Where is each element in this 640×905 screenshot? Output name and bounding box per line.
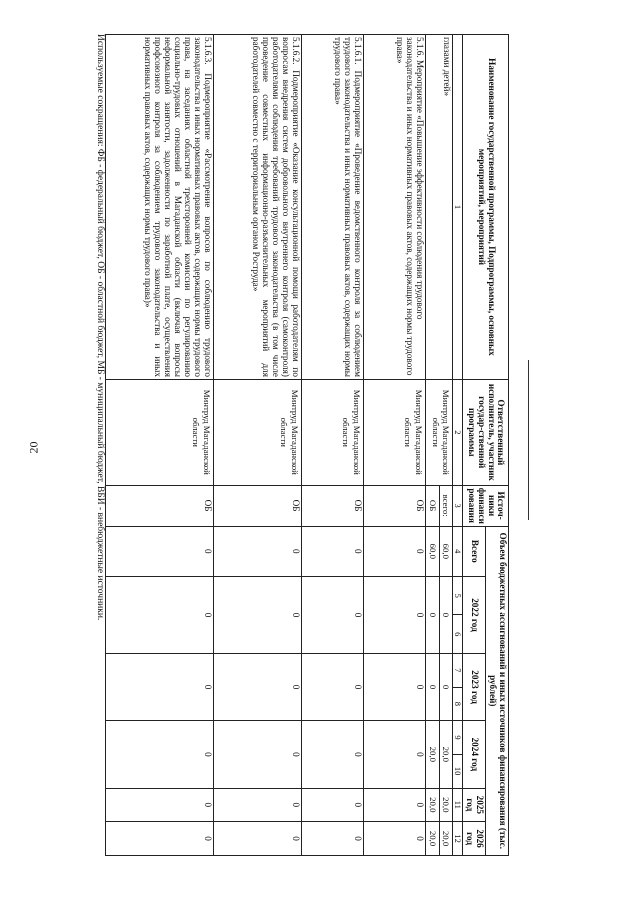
col-num: 7 [453, 653, 463, 687]
row-total: 0 [105, 526, 213, 576]
col-num: 2 [453, 379, 463, 485]
row-2023: 0 [213, 653, 301, 720]
row-executor: Минтруд Магаданской области [363, 379, 425, 485]
header-source: Источ-ники финанси рования [463, 485, 509, 526]
col-num: 6 [453, 615, 463, 653]
row-2025: 20,0 [425, 788, 439, 822]
row-2026: 20,0 [439, 822, 453, 856]
col-num: 4 [453, 526, 463, 576]
header-year-2026: 2026 год [463, 822, 486, 856]
row-source: ОБ [213, 485, 301, 526]
header-row-1 [486, 35, 509, 856]
row-2022: 0 [425, 577, 439, 654]
row-2026: 0 [105, 822, 213, 856]
row-total: 60,0 [439, 526, 453, 576]
row-source: ОБ [363, 485, 425, 526]
row-source: ОБ [301, 485, 363, 526]
header-executor: Ответственный исполнитель, участник государ-ственной программы [463, 379, 509, 485]
row-2026: 0 [363, 822, 425, 856]
header-year-2024: 2024 год [463, 721, 486, 788]
table-row [301, 35, 363, 856]
funding-table [105, 34, 509, 856]
header-year-2022: 2022 год [463, 577, 486, 654]
row-2025: 20,0 [439, 788, 453, 822]
col-num: 1 [453, 35, 463, 380]
row-2023: 0 [105, 653, 213, 720]
row-2023: 0 [363, 653, 425, 720]
row-2024: 20,0 [439, 721, 453, 788]
row-2022: 0 [439, 577, 453, 654]
row-source: ОБ [105, 485, 213, 526]
row-2023: 0 [301, 653, 363, 720]
row-name: 5.1.6.1. Подмероприятие «Проведение ведомственного контроля за соблюдением трудового законодательства и иных нормативных правовых актов, содержащих нормы трудового права» [301, 35, 363, 380]
row-name: глазами детей» [425, 35, 452, 380]
row-source: ОБ [425, 485, 439, 526]
row-2024: 0 [363, 721, 425, 788]
row-2025: 0 [213, 788, 301, 822]
row-2024: 20,0 [425, 721, 439, 788]
row-2023: 0 [425, 653, 439, 720]
header-funding: Объем бюджетных ассигнований и иных источников финансирования (тыс. рублей) [486, 526, 509, 855]
row-2022: 0 [105, 577, 213, 654]
row-2022: 0 [301, 577, 363, 654]
row-2026: 20,0 [425, 822, 439, 856]
table-row [363, 35, 425, 856]
table-row [105, 35, 213, 856]
column-numbers-row [453, 35, 463, 856]
page-number: 20 [26, 441, 41, 454]
row-2026: 0 [213, 822, 301, 856]
row-executor: Минтруд Магаданской области [425, 379, 452, 485]
rotated-page-content [73, 0, 573, 880]
row-2022: 0 [363, 577, 425, 654]
header-year-2025: 2025 год [463, 788, 486, 822]
row-executor: Минтруд Магаданской области [301, 379, 363, 485]
row-2024: 0 [105, 721, 213, 788]
col-num: 10 [453, 754, 463, 788]
col-num: 3 [453, 485, 463, 526]
header-name: Наименование государственной программы, Подпрограммы, основных мероприятий, мероприятий [463, 35, 509, 380]
row-total: 0 [363, 526, 425, 576]
row-2025: 0 [105, 788, 213, 822]
row-total: 0 [301, 526, 363, 576]
header-total: Всего [463, 526, 486, 576]
row-source: всего: [439, 485, 453, 526]
col-num: 5 [453, 577, 463, 615]
row-2023: 0 [439, 653, 453, 720]
abbreviations-note: Используемые сокращения: ФБ - федеральный бюджет, ОБ - областной бюджет, МБ - муниципальный бюджет, ВБИ - внебюджетные источники. [95, 34, 105, 621]
col-num: 8 [453, 687, 463, 721]
row-executor: Минтруд Магаданской области [213, 379, 301, 485]
row-2024: 0 [213, 721, 301, 788]
row-name: 5.1.6.3. Подмероприятие «Рассмотрение вопросов по соблюдению трудового законодательства и иных нормативных правовых актов, содержащих нормы трудового права, на заседаниях областной трехсторонней комиссии по регулированию социально-трудовых отношений в Магаданской области (включая вопросы неформальной занятости, задолженности по заработной плате, осуществления профсоюзного контроля за соблюдением трудового законодательства и иных нормативных правовых актов, содержащих нормы трудового права)» [105, 35, 213, 380]
table-row [439, 35, 453, 856]
row-2024: 0 [301, 721, 363, 788]
row-2025: 0 [301, 788, 363, 822]
col-num: 11 [453, 788, 463, 822]
row-2025: 0 [363, 788, 425, 822]
row-name: 5.1.6. Мероприятие «Повышение эффективности соблюдения трудового законодательства и иных нормативных правовых актов, содержащих нормы трудового права» [363, 35, 425, 380]
row-2026: 0 [301, 822, 363, 856]
table-row [213, 35, 301, 856]
header-year-2023: 2023 год [463, 653, 486, 720]
row-2022: 0 [213, 577, 301, 654]
col-num: 12 [453, 822, 463, 856]
row-name: 5.1.6.2. Подмероприятие «Оказание консультационной помощи работодателям по вопросам внедрения систем добровольного внутреннего контроля (самоконтроля) работодателями соблюдения требований трудового законодательства (в том числе проведение совместных информационно-разъяснительных мероприятий для работодателей совместно с территориальным органом Роструда» [213, 35, 301, 380]
row-total: 60,0 [425, 526, 439, 576]
row-executor: Минтруд Магаданской области [105, 379, 213, 485]
col-num: 9 [453, 721, 463, 755]
row-total: 0 [213, 526, 301, 576]
